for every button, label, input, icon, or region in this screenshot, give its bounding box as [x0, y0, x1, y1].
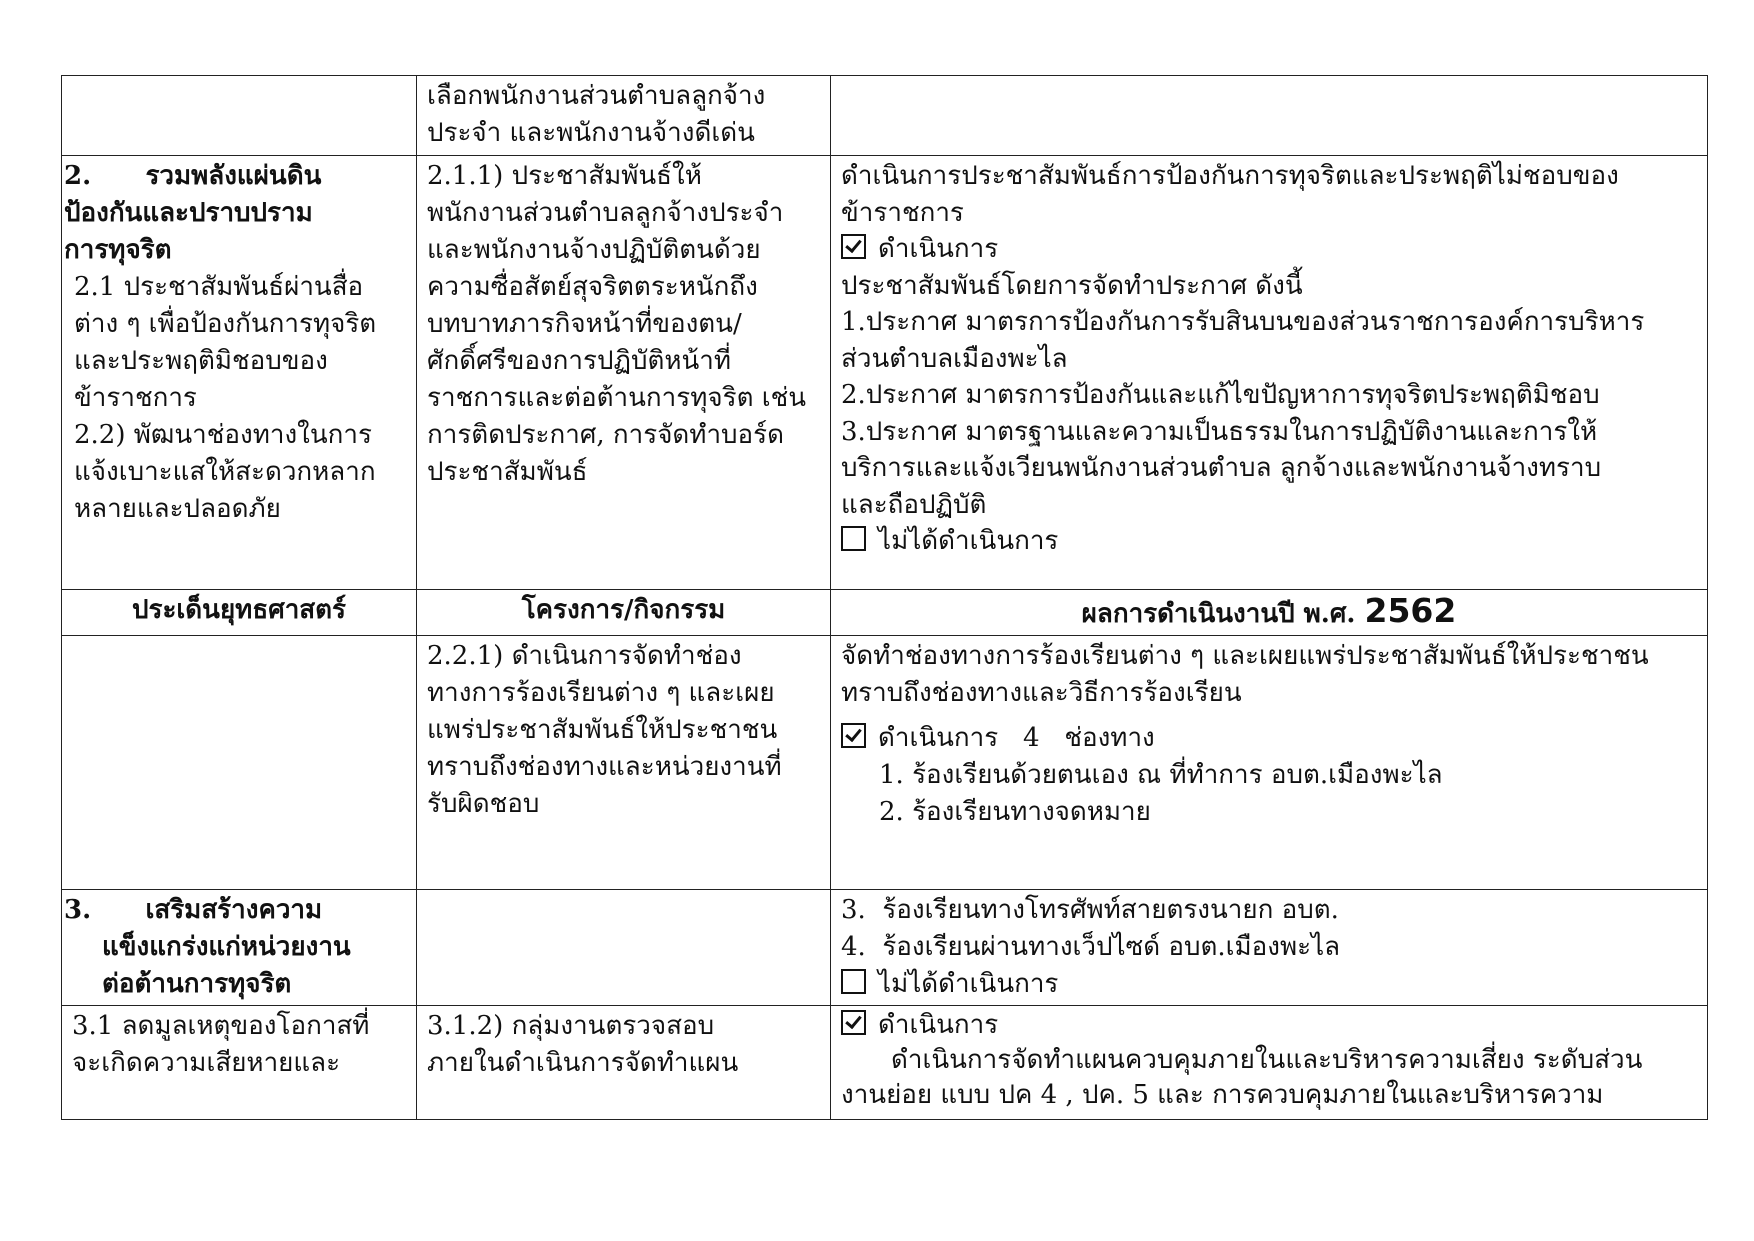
result-cell [831, 890, 1708, 1006]
not-done-option [841, 523, 1697, 560]
result-cell [831, 1006, 1708, 1120]
result-line: 3.ประกาศ มาตรฐานและความเป็นธรรมในการปฏิบัติงานและการให้ [841, 416, 1598, 447]
project-line: ประจำ และพนักงานจ้างดีเด่น [427, 118, 755, 148]
strategy-cell [62, 890, 417, 1006]
done-option [841, 1008, 1697, 1043]
strategy-line: จะเกิดความเสียหายและ [72, 1048, 341, 1078]
header-result-label: ผลการดำเนินงานปี พ.ศ. [1081, 599, 1365, 629]
result-cell [831, 636, 1708, 890]
not-done-option [841, 966, 1697, 1003]
result-line: งานย่อย แบบ ปค 4 , ปค. 5 และ การควบคุมภายในและบริหารความ [841, 1080, 1604, 1110]
project-line: ประชาสัมพันธ์ [427, 457, 588, 487]
done-option [841, 720, 1697, 757]
table-row [62, 76, 1708, 156]
table-row [62, 1006, 1708, 1120]
strategy-heading: ต่อต้านการทุจริต [102, 969, 292, 999]
project-cell [417, 1006, 831, 1120]
project-line: ภายในดำเนินการจัดทำแผน [427, 1048, 739, 1078]
table-header-row [62, 590, 1708, 636]
strategy-heading: ป้องกันและปราบปราม [64, 198, 313, 228]
strategy-cell [62, 156, 417, 590]
channel-item: 2. ร้องเรียนทางจดหมาย [879, 797, 1151, 827]
result-line: ทราบถึงช่องทางและวิธีการร้องเรียน [841, 678, 1242, 708]
strategy-line: และประพฤติมิชอบของ [74, 346, 328, 376]
project-line: ศักดิ์ศรีของการปฏิบัติหน้าที่ [427, 346, 731, 376]
channel-item: 3. ร้องเรียนทางโทรศัพท์สายตรงนายก อบต. [841, 895, 1339, 925]
project-line: 3.1.2) กลุ่มงานตรวจสอบ [427, 1011, 715, 1041]
project-line: แพร่ประชาสัมพันธ์ให้ประชาชน [427, 715, 778, 745]
done-option [841, 231, 1697, 268]
result-line: และถือปฏิบัติ [841, 489, 987, 520]
result-line: ดำเนินการประชาสัมพันธ์การป้องกันการทุจริตและประพฤติไม่ชอบของ [841, 161, 1619, 191]
table-row [62, 890, 1708, 1006]
done-label: ดำเนินการ 4 ช่องทาง [878, 723, 1155, 753]
strategy-line: ข้าราชการ [74, 383, 197, 413]
checked-box-icon [841, 234, 866, 259]
project-line: ความซื่อสัตย์สุจริตตระหนักถึง [427, 272, 758, 302]
result-cell [831, 76, 1708, 156]
unchecked-box-icon [841, 526, 866, 551]
header-result-year: 2562 [1364, 591, 1457, 630]
unchecked-box-icon [841, 969, 866, 994]
header-project: โครงการ/กิจกรรม [417, 590, 831, 636]
strategy-line: 2.1 ประชาสัมพันธ์ผ่านสื่อ [74, 272, 364, 302]
strategy-table [61, 75, 1708, 1120]
result-line: ดำเนินการจัดทำแผนควบคุมภายในและบริหารความเสี่ยง ระดับส่วน [891, 1045, 1643, 1075]
project-line: และพนักงานจ้างปฏิบัติตนด้วย [427, 235, 761, 265]
channel-item: 1. ร้องเรียนด้วยตนเอง ณ ที่ทำการ อบต.เมืองพะไล [879, 760, 1443, 790]
strategy-line: ต่าง ๆ เพื่อป้องกันการทุจริต [74, 309, 377, 339]
strategy-heading: แข็งแกร่งแก่หน่วยงาน [102, 932, 351, 962]
channel-item: 4. ร้องเรียนผ่านทางเว็ปไซด์ อบต.เมืองพะไล [841, 932, 1341, 962]
header-strategy: ประเด็นยุทธศาสตร์ [62, 590, 417, 636]
strategy-heading: การทุจริต [64, 235, 172, 265]
project-line: 2.1.1) ประชาสัมพันธ์ให้ [427, 161, 702, 191]
strategy-line: หลายและปลอดภัย [74, 494, 281, 524]
strategy-cell [62, 76, 417, 156]
result-line: 1.ประกาศ มาตรการป้องกันการรับสินบนของส่วนราชการองค์การบริหาร [841, 307, 1645, 337]
done-label: ดำเนินการ [878, 234, 999, 264]
project-cell [417, 636, 831, 890]
result-line: ส่วนตำบลเมืองพะไล [841, 343, 1068, 374]
header-result [831, 590, 1708, 636]
strategy-heading: 3. เสริมสร้างความ [64, 895, 323, 925]
checked-box-icon [841, 723, 866, 748]
result-line: จัดทำช่องทางการร้องเรียนต่าง ๆ และเผยแพร่ประชาสัมพันธ์ให้ประชาชน [841, 641, 1649, 671]
project-line: ราชการและต่อต้านการทุจริต เช่น [427, 383, 807, 413]
strategy-line: แจ้งเบาะแสให้สะดวกหลาก [74, 457, 376, 487]
result-line: 2.ประกาศ มาตรการป้องกันและแก้ไขปัญหาการทุจริตประพฤติมิชอบ [841, 380, 1600, 410]
result-line: บริการและแจ้งเวียนพนักงานส่วนตำบล ลูกจ้างและพนักงานจ้างทราบ [841, 453, 1602, 483]
project-cell [417, 156, 831, 590]
strategy-line: 3.1 ลดมูลเหตุของโอกาสที่ [72, 1011, 370, 1041]
strategy-heading: 2. รวมพลังแผ่นดิน [64, 161, 322, 191]
project-line: บทบาทภารกิจหน้าที่ของตน/ [427, 309, 742, 339]
project-cell [417, 890, 831, 1006]
result-cell [831, 156, 1708, 590]
done-label: ดำเนินการ [878, 1010, 999, 1040]
project-line: เลือกพนักงานส่วนตำบลลูกจ้าง [427, 81, 766, 111]
not-done-label: ไม่ได้ดำเนินการ [878, 969, 1059, 999]
strategy-cell [62, 636, 417, 890]
project-line: ทางการร้องเรียนต่าง ๆ และเผย [427, 678, 775, 708]
project-line: พนักงานส่วนตำบลลูกจ้างประจำ [427, 198, 784, 228]
project-line: ทราบถึงช่องทางและหน่วยงานที่ [427, 752, 782, 782]
result-line: ข้าราชการ [841, 197, 964, 228]
strategy-cell [62, 1006, 417, 1120]
strategy-line: 2.2) พัฒนาช่องทางในการ [74, 420, 372, 450]
project-line: 2.2.1) ดำเนินการจัดทำช่อง [427, 641, 742, 671]
project-line: รับผิดชอบ [427, 789, 540, 819]
result-line: ประชาสัมพันธ์โดยการจัดทำประกาศ ดังนี้ [841, 270, 1303, 301]
not-done-label: ไม่ได้ดำเนินการ [878, 526, 1059, 556]
table-row [62, 636, 1708, 890]
table-row [62, 156, 1708, 590]
project-line: การติดประกาศ, การจัดทำบอร์ด [427, 420, 785, 450]
project-cell [417, 76, 831, 156]
checked-box-icon [841, 1010, 866, 1035]
